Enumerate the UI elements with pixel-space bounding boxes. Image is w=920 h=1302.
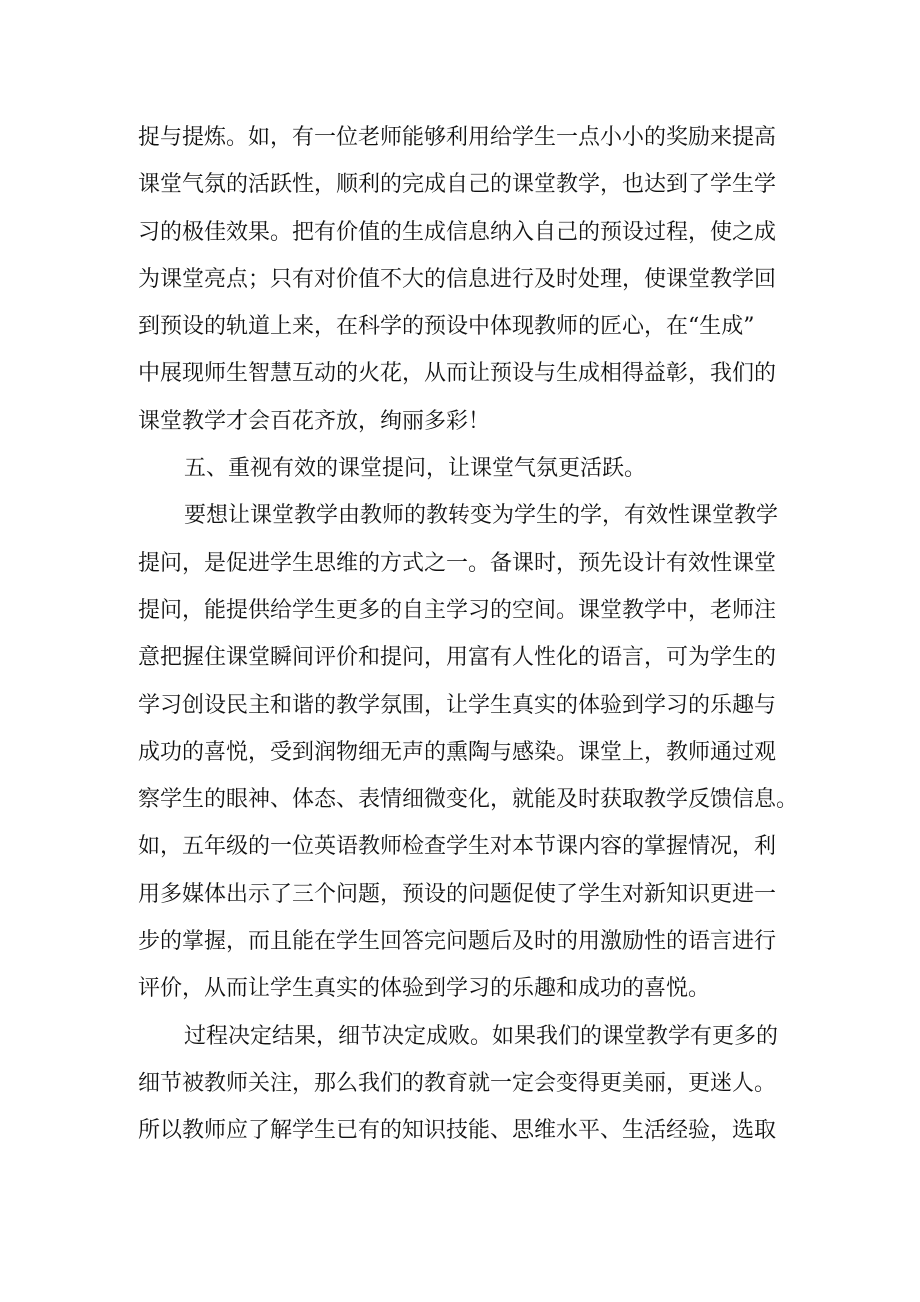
text-line: 步的掌握，而且能在学生回答完问题后及时的用激励性的语言进行 — [138, 929, 777, 955]
text-line: 五、重视有效的课堂提问，让课堂气氛更活跃。 — [184, 456, 647, 482]
text-line: 中展现师生智慧互动的火花，从而让预设与生成相得益彰，我们的 — [138, 361, 777, 387]
text-line: 成功的喜悦，受到润物细无声的熏陶与感染。课堂上，教师通过观 — [138, 739, 777, 765]
text-line: 课堂气氛的活跃性，顺利的完成自己的课堂教学，也达到了学生学 — [138, 172, 777, 198]
text-line: 细节被教师关注，那么我们的教育就一定会变得更美丽，更迷人。 — [138, 1070, 777, 1096]
text-line: 要想让课堂教学由教师的教转变为学生的学，有效性课堂教学 — [184, 503, 779, 529]
text-line: 学习创设民主和谐的教学氛围，让学生真实的体验到学习的乐趣与 — [138, 692, 777, 718]
text-line: 察学生的眼神、体态、表情细微变化，就能及时获取教学反馈信息。 — [138, 787, 799, 813]
text-line: 所以教师应了解学生已有的知识技能、思维水平、生活经验，选取 — [138, 1118, 777, 1144]
text-line: 提问，能提供给学生更多的自主学习的空间。课堂教学中，老师注 — [138, 597, 777, 623]
text-line: 评价，从而让学生真实的体验到学习的乐趣和成功的喜悦。 — [138, 976, 711, 1002]
text-line: 意把握住课堂瞬间评价和提问，用富有人性化的语言，可为学生的 — [138, 645, 777, 671]
body-text — [138, 114, 799, 1155]
text-line: 过程决定结果，细节决定成败。如果我们的课堂教学有更多的 — [184, 1023, 779, 1049]
text-line: 课堂教学才会百花齐放，绚丽多彩！ — [138, 408, 491, 434]
text-line: 到预设的轨道上来，在科学的预设中体现教师的匠心，在“生成” — [138, 314, 755, 340]
text-line: 捉与提炼。如，有一位老师能够利用给学生一点小小的奖励来提高 — [138, 125, 777, 150]
text-line: 习的极佳效果。把有价值的生成信息纳入自己的预设过程，使之成 — [138, 219, 777, 245]
text-line: 为课堂亮点；只有对价值不大的信息进行及时处理，使课堂教学回 — [138, 266, 777, 292]
text-line: 用多媒体出示了三个问题，预设的问题促使了学生对新知识更进一 — [138, 881, 777, 907]
text-line: 如，五年级的一位英语教师检查学生对本节课内容的掌握情况，利 — [138, 834, 777, 860]
text-line: 提问，是促进学生思维的方式之一。备课时，预先设计有效性课堂 — [138, 550, 777, 576]
